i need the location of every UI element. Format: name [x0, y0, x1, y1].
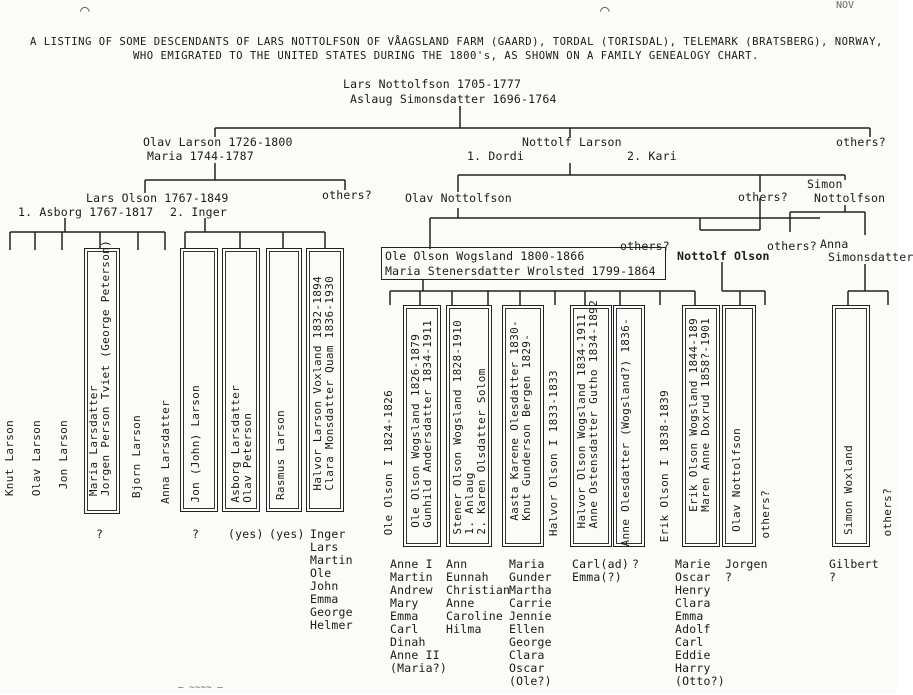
child-anne-olesdatter: Anne Olesdatter (Wogsland?) 1836-	[619, 318, 632, 547]
child-erik-olson-i: Erik Olson I 1838-1839	[658, 390, 671, 543]
child-halvor-olson-i: Halvor Olson I 1833-1833	[547, 370, 560, 537]
root-aslaug-simonsdatter: Aslaug Simonsdatter 1696-1764	[350, 92, 557, 106]
simon-nottolfson-2: Nottolfson	[814, 191, 886, 205]
child-bjorn-larson: Bjorn Larson	[130, 415, 143, 499]
maria-stenersdatter: Maria Stenersdatter Wrolsted 1799-1864	[385, 264, 656, 278]
olav-nottolfson-descendants: Jorgen ?	[725, 557, 768, 584]
child-knut-larson: Knut Larson	[3, 420, 16, 497]
child-jon-larson: Jon Larson	[57, 420, 70, 490]
child-simon-woxland: Simon Woxland	[842, 445, 855, 535]
child-aasta-karene-olesdatter: Aasta Karene Olesdatter 1830- Knut Gunderson Bergen 1829-	[508, 320, 533, 521]
others-nottolf: others?	[767, 239, 817, 253]
child-stener-olson-wogsland: Stener Olson Wogsland 1828-1910 1. Anlaug 2. Karen Olsdatter Solom	[451, 320, 488, 535]
child-rasmus-larson: Rasmus Larson	[274, 410, 287, 500]
child-halvor-larson-voxland: Halvor Larson Voxland 1832-1894 Clara Monsdatter Quam 1836-1930	[311, 276, 336, 491]
jon-larson-descendants: ?	[192, 527, 200, 541]
root-lars-nottolfson: Lars Nottolfson 1705-1777	[343, 77, 522, 91]
child-anna-larsdatter: Anna Larsdatter	[159, 400, 172, 504]
nottolf-olson: Nottolf Olson	[677, 249, 770, 263]
child-ole-olson-i: Ole Olson I 1824-1826	[382, 390, 395, 536]
lars-olson: Lars Olson 1767-1849	[86, 191, 229, 205]
lars-wife-asborg: 1. Asborg 1767-1817	[18, 205, 154, 219]
nottolf-larson: Nottolf Larson	[522, 135, 622, 149]
anna-simonsdatter-1: Anna	[820, 237, 849, 251]
others-anna-children: others?	[881, 488, 894, 537]
child-erik-olson-wogsland: Erik Olson Wogsland 1844-189 Maren Anne Doxrud 1858?-1901	[687, 318, 712, 512]
maria-olav-wife: Maria 1744-1787	[147, 149, 254, 163]
header-line-2: WHO EMIGRATED TO THE UNITED STATES DURING THE 1800's, AS SHOWN ON A FAMILY GENEALOGY CHART.	[133, 50, 759, 62]
child-ole-olson-wogsland: Ole Olson Wogsland 1826-1879 Gunhild Andersdatter 1834-1911	[409, 320, 434, 528]
simon-woxland-descendants: Gilbert ?	[829, 557, 879, 584]
stener-descendants: Ann Eunnah Christian Anne Caroline Hilma	[446, 557, 511, 636]
anna-simonsdatter-2: Simonsdatter	[828, 250, 913, 264]
others-left: others?	[322, 188, 372, 202]
rasmus-larson-descendants: (yes)	[269, 527, 305, 541]
footer-mark: — ~~~~ —	[178, 683, 223, 693]
olav-larson: Olav Larson 1726-1800	[143, 135, 293, 149]
child-jon-john-larson: Jon (John) Larson	[189, 385, 202, 503]
child-asborg-larsdatter: Asborg Larsdatter Olav Peterson	[229, 385, 254, 503]
child-olav-nottolfson: Olav Nottolfson	[730, 428, 743, 532]
erik-wogsland-descendants: Marie Oscar Henry Clara Emma Adolf Carl Eddie Harry (Otto?)	[675, 557, 725, 688]
child-olav-larson: Olav Larson	[30, 420, 43, 497]
child-maria-larsdatter: Maria Larsdatter Jorgen Person Tviet (George Peterson)	[87, 240, 112, 497]
others-nottolf-children: others?	[759, 490, 772, 539]
others-mid: others?	[738, 190, 788, 204]
others-ole: others?	[620, 239, 670, 253]
nottolf-wife-dordi: 1. Dordi	[467, 149, 524, 163]
halvor-olson-descendants: Carl(ad) Emma(?)	[572, 557, 629, 584]
halvor-larson-descendants: Inger Lars Martin Ole John Emma George Helmer	[310, 527, 353, 632]
others-gen2: others?	[836, 135, 886, 149]
ole-wogsland-descendants: Anne I Martin Andrew Mary Emma Carl Dinah Anne II (Maria?)	[390, 557, 447, 675]
lars-wife-inger: 2. Inger	[170, 205, 227, 219]
corner-stamp: NOV	[836, 0, 855, 11]
header-line-1: A LISTING OF SOME DESCENDANTS OF LARS NOTTOLFSON OF VÅAGSLAND FARM (GAARD), TORDAL (TORISDAL), TELEMARK (BRATSBERG), NORWAY,	[30, 36, 883, 48]
asborg-larsdatter-descendants: (yes)	[228, 527, 264, 541]
child-halvor-olson-wogsland: Halvor Olson Wogsland 1834-1911 Anne Ostensdatter Gutho 1834-1892	[575, 300, 600, 529]
anne-olesdatter-descendants: ?	[632, 557, 640, 571]
maria-larsdatter-descendants: ?	[96, 527, 104, 541]
aasta-descendants: Maria Gunder Martha Carrie Jennie Ellen George Clara Oscar (Ole?)	[509, 557, 552, 688]
hole-punch-mark-right: ⌒	[600, 0, 610, 19]
nottolf-wife-kari: 2. Kari	[627, 149, 677, 163]
olav-nottolfson: Olav Nottolfson	[405, 191, 512, 205]
hole-punch-mark-left: ⌒	[80, 0, 90, 19]
ole-olson-wogsland: Ole Olson Wogsland 1800-1866	[385, 249, 585, 263]
simon-nottolfson-1: Simon	[807, 177, 843, 191]
